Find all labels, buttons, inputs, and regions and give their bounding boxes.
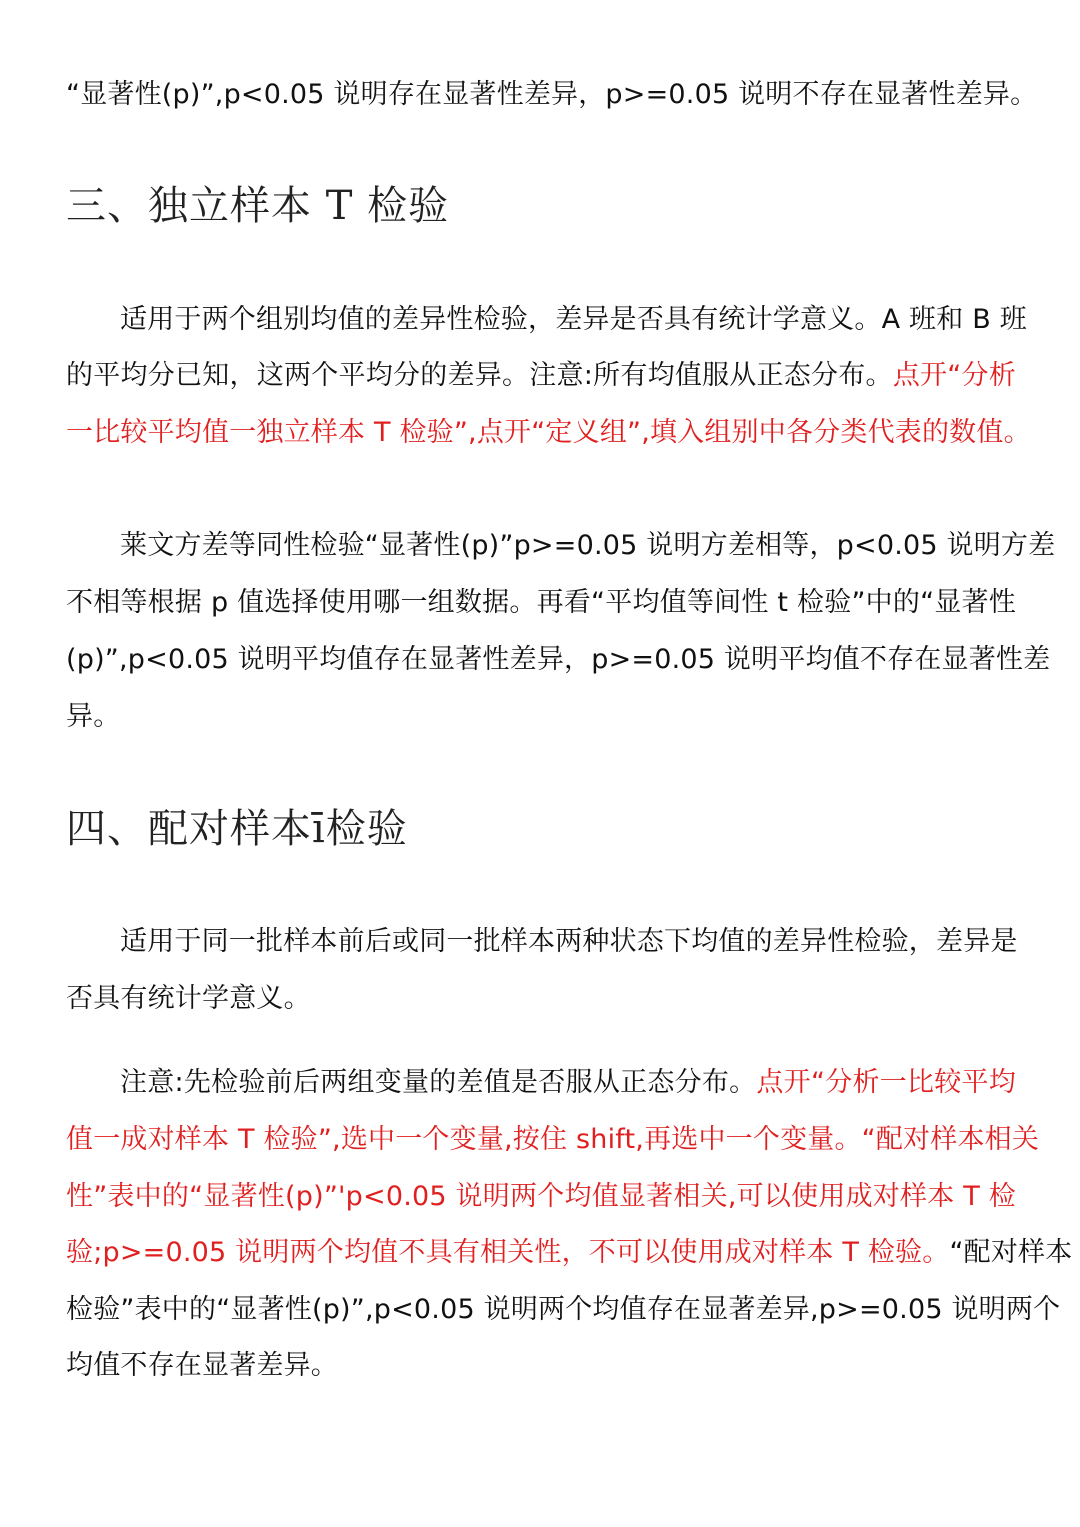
section-4-para-1-line-2: 否具有统计学意义。 bbox=[66, 983, 311, 1014]
section-4-para-1-line-1: 适用于同一批样本前后或同一批样本两种状态下均值的差异性检验，差异是 bbox=[120, 926, 1018, 957]
section-3-para-1-line-1: 适用于两个组别均值的差异性检验，差异是否具有统计学意义。A 班和 B 班 bbox=[120, 304, 1027, 335]
section-3-para-1-line-2 bbox=[66, 356, 1016, 396]
section-4-para-2-line-5: 检验”表中的“显著性(p)”,p<0.05 说明两个均值存在显著差异,p>=0.05 说明两个 bbox=[66, 1294, 1061, 1325]
section-4-para-2-line-1 bbox=[120, 1063, 1016, 1103]
section-4-para-2-line-6: 均值不存在显著差异。 bbox=[66, 1350, 338, 1381]
section-3-para-2-line-1: 莱文方差等同性检验“显著性(p)”p>=0.05 说明方差相等，p<0.05 说明方差 bbox=[120, 530, 1056, 561]
para-text: “配对样本 bbox=[949, 1237, 1073, 1268]
para-text: 的平均分已知，这两个平均分的差异。注意:所有均值服从正态分布。 bbox=[66, 360, 893, 391]
section-3-heading: 三、独立样本 T 检验 bbox=[66, 183, 450, 229]
section-3-para-2-line-4: 异。 bbox=[66, 701, 121, 732]
top-paragraph-line-1: “显著性(p)”,p<0.05 说明存在显著性差异，p>=0.05 说明不存在显著性差异。 bbox=[66, 79, 1038, 110]
section-3-para-1-line-3: 一比较平均值一独立样本 T 检验”,点开“定义组”,填入组别中各分类代表的数值。 bbox=[66, 417, 1031, 448]
section-4-para-2-line-2: 值一成对样本 T 检验”,选中一个变量,按住 shift,再选中一个变量。“配对样本相关 bbox=[66, 1124, 1040, 1155]
red-instruction-text: 验;p>=0.05 说明两个均值不具有相关性，不可以使用成对样本 T 检验。 bbox=[66, 1237, 950, 1268]
red-instruction-text: 点开“分析 bbox=[892, 360, 1016, 391]
section-3-para-2-line-3: (p)”,p<0.05 说明平均值存在显著性差异，p>=0.05 说明平均值不存在显著性差 bbox=[66, 644, 1051, 675]
para-text: 注意:先检验前后两组变量的差值是否服从正态分布。 bbox=[120, 1067, 757, 1098]
section-4-heading: 四、配对样本ī检验 bbox=[66, 806, 408, 852]
red-instruction-text: 点开“分析一比较平均 bbox=[756, 1067, 1016, 1098]
section-4-para-2-line-3: 性”表中的“显著性(p)”'p<0.05 说明两个均值显著相关,可以使用成对样本 T 检 bbox=[66, 1181, 1016, 1212]
section-4-para-2-line-4 bbox=[66, 1233, 1073, 1273]
section-3-para-2-line-2: 不相等根据 p 值选择使用哪一组数据。再看“平均值等间性 t 检验”中的“显著性 bbox=[66, 587, 1016, 618]
